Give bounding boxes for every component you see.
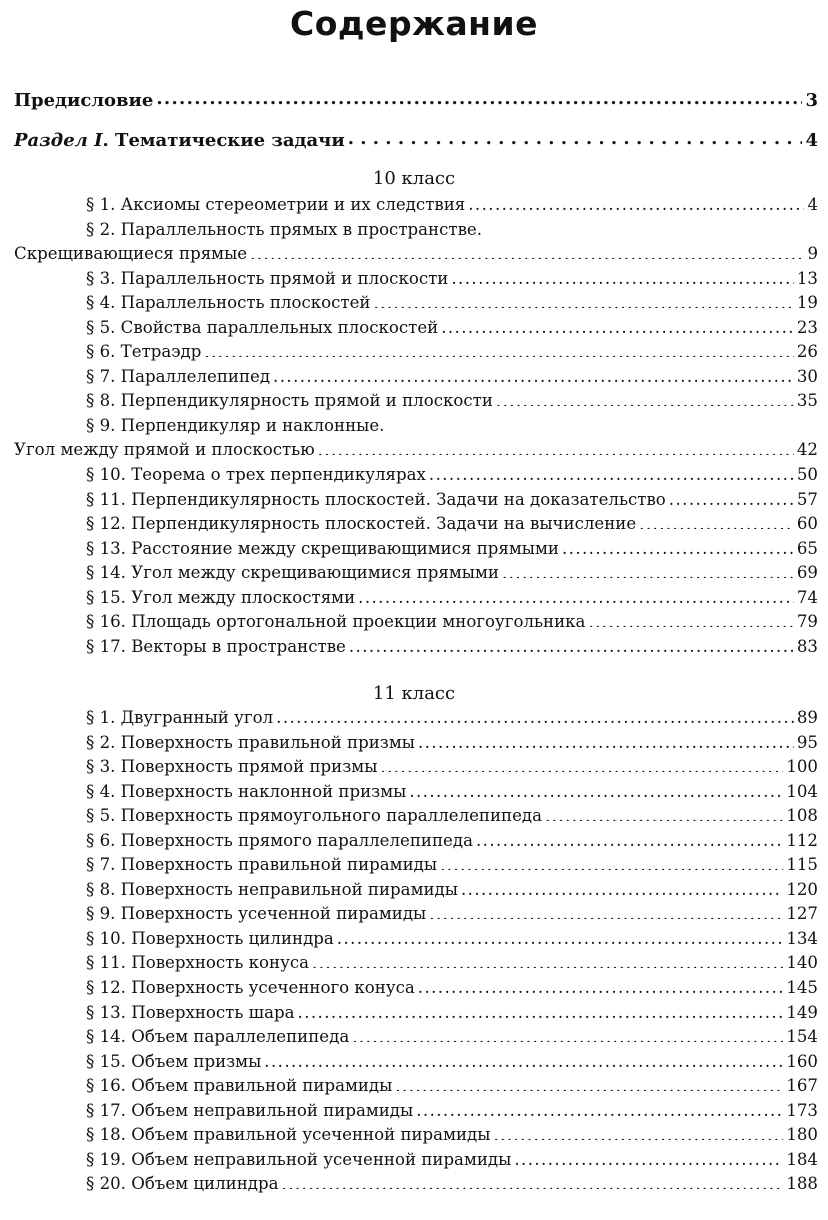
- dot-leader: [156, 88, 802, 106]
- toc-entry-label: § 1. Двугранный угол: [86, 708, 274, 727]
- toc-entry: [86, 927, 818, 952]
- toc-entry-label: § 14. Угол между скрещивающимися прямыми: [86, 563, 499, 583]
- toc-entry-page: 104: [786, 781, 818, 801]
- toc-entry-label: § 13. Расстояние между скрещивающимися прямыми: [86, 538, 559, 558]
- dot-leader: [418, 731, 794, 748]
- toc-entry-page: 180: [786, 1125, 818, 1145]
- toc-entry: [86, 853, 818, 878]
- toc-entry: [86, 1074, 818, 1099]
- toc-entry-label: § 9. Перпендикуляр и наклонные.: [86, 415, 385, 435]
- dot-leader: [440, 854, 783, 871]
- toc-entry-page: 154: [786, 1027, 818, 1047]
- dot-leader: [373, 292, 793, 309]
- toc-entry-page: 30: [796, 366, 818, 386]
- toc-entry-label: § 1. Аксиомы стереометрии и их следствия: [86, 195, 466, 214]
- dot-leader: [358, 586, 794, 603]
- toc-entry: [14, 438, 818, 463]
- toc-entry: [86, 488, 818, 513]
- dot-leader: [669, 488, 794, 505]
- toc-entry-page: 108: [786, 806, 818, 826]
- dot-leader: [493, 1124, 783, 1141]
- toc-entry-label: Предисловие: [14, 90, 154, 111]
- toc-entry: [86, 731, 818, 756]
- toc-entry-label: § 8. Перпендикулярность прямой и плоскости: [86, 391, 493, 411]
- toc-entry-page: 188: [786, 1174, 818, 1194]
- toc-entry-page: 42: [796, 440, 818, 460]
- toc-entry-page: 13: [796, 268, 818, 288]
- toc-entry: [14, 242, 818, 267]
- toc-entry-page: 50: [796, 465, 818, 485]
- toc-entry: [86, 267, 818, 292]
- dot-leader: [395, 1075, 783, 1092]
- toc-entry-label: Скрещивающиеся прямые: [14, 244, 248, 264]
- dot-leader: [451, 267, 794, 284]
- toc-entry-label: § 16. Площадь ортогональной проекции многоугольника: [86, 612, 586, 632]
- page-title: Содержание: [290, 4, 538, 43]
- dot-leader: [418, 976, 784, 993]
- toc-entry-page: 134: [786, 928, 818, 948]
- toc-entry-page: 100: [786, 757, 818, 777]
- toc-entry-preface: [14, 88, 818, 111]
- toc-entry-label: § 2. Параллельность прямых в пространстве.: [86, 219, 483, 239]
- toc-entry-page: 120: [786, 879, 818, 899]
- toc-entry: [86, 829, 818, 854]
- dot-leader: [441, 316, 794, 333]
- toc-entry-label: § 5. Поверхность прямоугольного параллелепипеда: [86, 806, 543, 826]
- toc-entry-page: 69: [796, 563, 818, 583]
- toc-entry: [86, 414, 818, 439]
- dot-leader: [639, 513, 794, 530]
- toc-entry: [86, 1099, 818, 1124]
- toc-entry-label: § 11. Поверхность конуса: [86, 953, 310, 973]
- toc-entry-label: § 4. Поверхность наклонной призмы: [86, 781, 407, 801]
- dot-leader: [264, 1050, 783, 1067]
- dot-leader: [461, 878, 783, 895]
- toc-entry-page: 79: [796, 612, 818, 632]
- toc-entry-label: § 3. Поверхность прямой призмы: [86, 757, 378, 777]
- toc-entry-label: § 16. Объем правильной пирамиды: [86, 1076, 393, 1096]
- toc-entry-page: 184: [786, 1149, 818, 1169]
- dot-leader: [337, 927, 784, 944]
- toc-entry-page: 9: [807, 244, 818, 264]
- toc-entry-label: § 15. Угол между плоскостями: [86, 587, 356, 607]
- toc-entry-page: 95: [796, 732, 818, 752]
- toc-entry: [86, 976, 818, 1001]
- toc-entry-page: 74: [796, 587, 818, 607]
- dot-leader: [588, 611, 793, 628]
- toc-entry-label: § 14. Объем параллелепипеда: [86, 1027, 350, 1047]
- dot-leader: [476, 829, 783, 846]
- toc-entry-page: 115: [786, 855, 818, 875]
- toc-entry: [86, 537, 818, 562]
- toc-entry-page: 89: [796, 708, 818, 727]
- toc-entry-page: 140: [786, 953, 818, 973]
- toc-entry: [86, 193, 818, 218]
- dot-leader: [416, 1099, 783, 1116]
- toc-entry: [86, 610, 818, 635]
- toc-entry-label: § 2. Поверхность правильной призмы: [86, 732, 415, 752]
- dot-leader: [273, 365, 794, 382]
- toc-entry-label: § 17. Векторы в пространстве: [86, 636, 346, 656]
- toc-entry-page: 4: [805, 130, 818, 151]
- toc-entry: [86, 389, 818, 414]
- dot-leader: [298, 1001, 784, 1018]
- toc-entry-label: § 4. Параллельность плоскостей: [86, 293, 371, 313]
- toc-entry: [86, 951, 818, 976]
- toc-entry-label: Угол между прямой и плоскостью: [14, 440, 315, 460]
- toc-entry-label: § 3. Параллельность прямой и плоскости: [86, 268, 449, 288]
- toc-entry-page: 145: [786, 978, 818, 998]
- dot-leader: [204, 341, 793, 358]
- toc-entry: [86, 586, 818, 611]
- toc-entry-label: § 8. Поверхность неправильной пирамиды: [86, 879, 458, 899]
- section-prefix: Раздел I: [14, 130, 103, 151]
- toc-entry-page: 83: [796, 636, 818, 656]
- toc-entry-label: § 7. Поверхность правильной пирамиды: [86, 855, 438, 875]
- toc-entry-label: § 18. Объем правильной усеченной пирамиды: [86, 1125, 491, 1145]
- dot-leader: [380, 756, 783, 773]
- toc-entry: [86, 1148, 818, 1173]
- toc-entry: [86, 340, 818, 365]
- dot-leader: [429, 903, 783, 920]
- toc-entry-label: § 7. Параллелепипед: [86, 366, 271, 386]
- toc-entry-label: [14, 130, 345, 151]
- section-title: . Тематические задачи: [102, 130, 345, 151]
- dot-leader: [312, 952, 783, 969]
- grade-10-list: [14, 193, 818, 659]
- toc-entry: [86, 902, 818, 927]
- toc-entry-label: § 6. Поверхность прямого параллелепипеда: [86, 830, 473, 850]
- toc-entry: [86, 1050, 818, 1075]
- dot-leader: [250, 243, 804, 260]
- toc-entry: [86, 365, 818, 390]
- dot-leader: [349, 635, 794, 652]
- toc-entry: [86, 316, 818, 341]
- toc-entry-label: § 5. Свойства параллельных плоскостей: [86, 317, 439, 337]
- toc-entry-label: § 15. Объем призмы: [86, 1051, 262, 1071]
- toc-entry: [86, 635, 818, 660]
- dot-leader: [496, 390, 794, 407]
- dot-leader: [502, 562, 794, 579]
- toc-entry-page: 35: [796, 391, 818, 411]
- toc-entry-label: § 11. Перпендикулярность плоскостей. Задачи на доказательство: [86, 489, 666, 509]
- toc-entry-page: 3: [805, 90, 818, 111]
- toc-entry: [86, 780, 818, 805]
- toc-entry-page: 26: [796, 342, 818, 362]
- toc-entry: [86, 1001, 818, 1026]
- toc-entry-page: 23: [796, 317, 818, 337]
- dot-leader: [429, 463, 794, 480]
- grade-11-heading: 11 класс: [372, 683, 456, 704]
- dot-leader: [409, 780, 783, 797]
- toc-entry-page: 112: [786, 830, 818, 850]
- toc-entry: [86, 755, 818, 780]
- dot-leader: [318, 439, 794, 456]
- toc-entry: [86, 1123, 818, 1148]
- toc-entry-page: 127: [786, 904, 818, 924]
- toc-entry-page: 65: [796, 538, 818, 558]
- toc-entry: [86, 512, 818, 537]
- toc-entry-label: § 12. Перпендикулярность плоскостей. Задачи на вычисление: [86, 514, 637, 534]
- dot-leader: [468, 193, 804, 210]
- toc-entry-page: 173: [786, 1100, 818, 1120]
- toc-entry-label: § 9. Поверхность усеченной пирамиды: [86, 904, 427, 924]
- toc-entry-label: § 10. Поверхность цилиндра: [86, 928, 334, 948]
- toc-entry-page: 57: [796, 489, 818, 509]
- toc-entry: [86, 878, 818, 903]
- dot-leader: [562, 537, 794, 554]
- toc-entry-label: § 6. Тетраэдр: [86, 342, 202, 362]
- toc-entry: [86, 1025, 818, 1050]
- toc-entry-page: 60: [796, 514, 818, 534]
- toc-entry-page: 149: [786, 1002, 818, 1022]
- dot-leader: [276, 706, 794, 723]
- dot-leader: [514, 1148, 783, 1165]
- dot-leader: [352, 1026, 783, 1043]
- toc-entry-page: 167: [786, 1076, 818, 1096]
- dot-leader: [282, 1173, 784, 1190]
- toc-entry-label: § 10. Теорема о трех перпендикулярах: [86, 465, 426, 485]
- toc-entry: [86, 561, 818, 586]
- grade-10-heading: 10 класс: [372, 168, 456, 189]
- toc-entry: [86, 291, 818, 316]
- toc-entry-label: § 17. Объем неправильной пирамиды: [86, 1100, 414, 1120]
- toc-entry: [86, 1172, 818, 1197]
- dot-leader: [545, 805, 783, 822]
- toc-entry-label: § 19. Объем неправильной усеченной пирамиды: [86, 1149, 512, 1169]
- toc-entry-label: § 12. Поверхность усеченного конуса: [86, 978, 415, 998]
- toc-entry: [86, 463, 818, 488]
- toc-entry-page: 19: [796, 293, 818, 313]
- grade-11-list: [86, 706, 818, 1197]
- toc-entry-section: [14, 128, 818, 151]
- toc-entry-page: 4: [807, 195, 818, 214]
- toc-entry: [86, 706, 818, 731]
- dot-leader: [348, 128, 803, 146]
- toc-entry: [86, 218, 818, 243]
- toc-entry-label: § 13. Поверхность шара: [86, 1002, 295, 1022]
- toc-entry-page: 160: [786, 1051, 818, 1071]
- toc-entry-label: § 20. Объем цилиндра: [86, 1174, 279, 1194]
- toc-entry: [86, 804, 818, 829]
